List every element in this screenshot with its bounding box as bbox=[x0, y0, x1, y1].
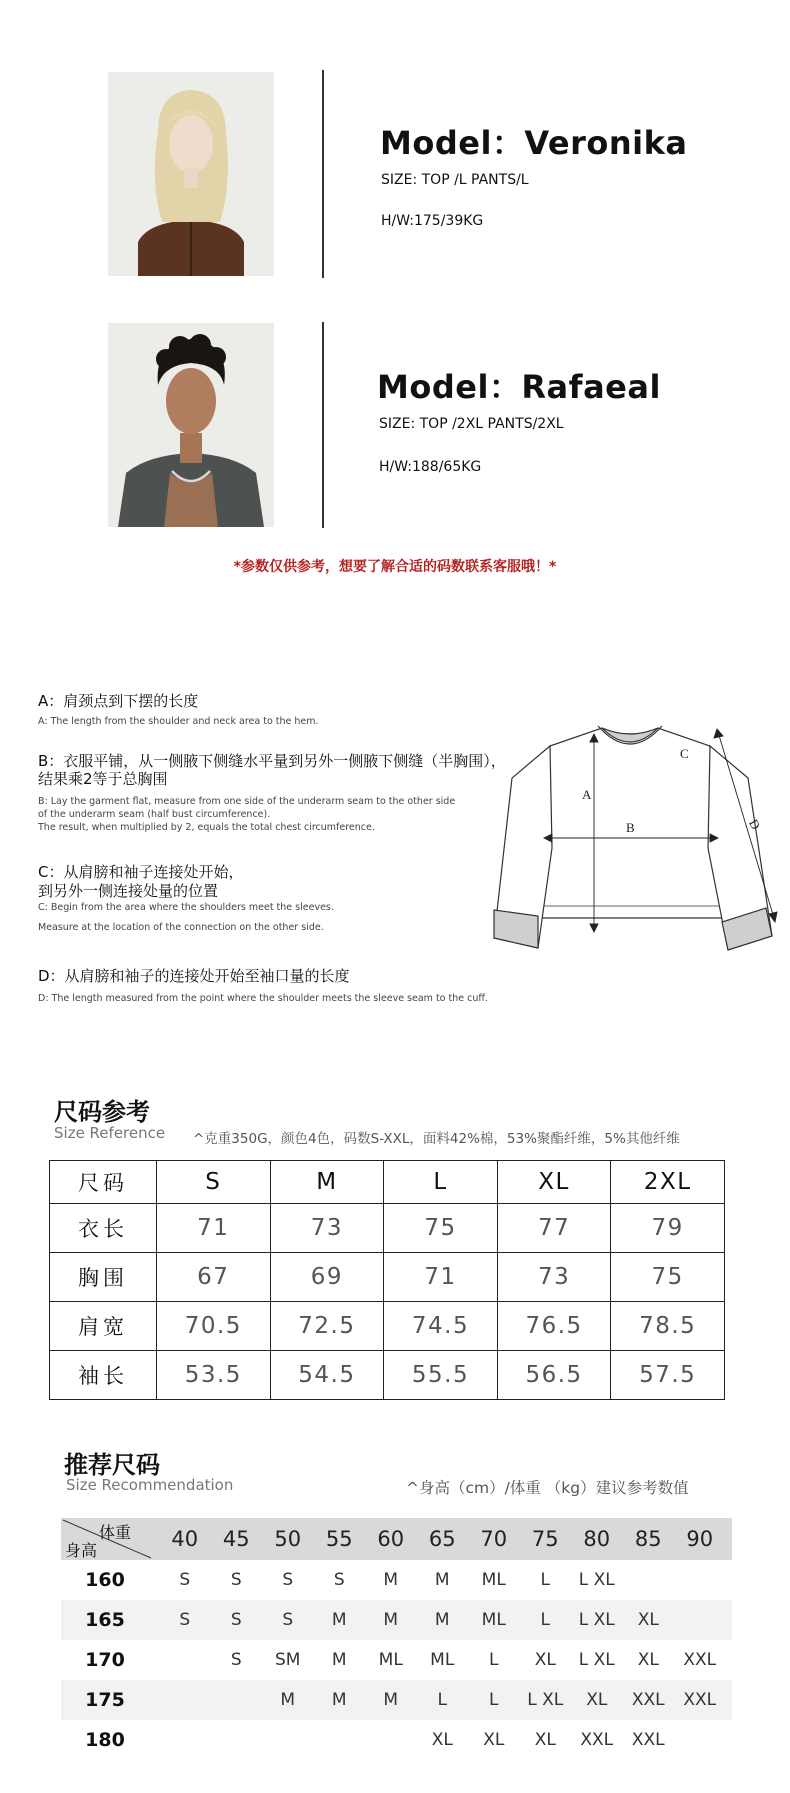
recommendation-row bbox=[61, 1600, 732, 1640]
size-reference-subtitle: Size Reference bbox=[54, 1124, 166, 1142]
size-value: 75 bbox=[384, 1204, 498, 1253]
recommendation-rows bbox=[61, 1560, 732, 1760]
size-value: 56.5 bbox=[497, 1351, 611, 1400]
recommended-size-cell: S bbox=[282, 1610, 294, 1630]
weight-header-cell: 40 bbox=[171, 1527, 199, 1551]
diagram-label-c: C bbox=[680, 746, 689, 761]
recommended-size-cell: L bbox=[540, 1610, 550, 1630]
recommendation-row bbox=[61, 1640, 732, 1680]
diagram-label-d: D bbox=[745, 816, 764, 833]
recommended-size-cell: XL bbox=[637, 1650, 659, 1670]
weight-header-cell: 45 bbox=[222, 1527, 250, 1551]
weight-header-cell: 65 bbox=[428, 1527, 456, 1551]
recommended-size-cell: ML bbox=[378, 1650, 403, 1670]
recommended-size-cell: L XL bbox=[578, 1570, 615, 1590]
weight-header-cell: 55 bbox=[325, 1527, 353, 1551]
size-value: 71 bbox=[384, 1253, 498, 1302]
recommended-size-cell bbox=[365, 1720, 417, 1760]
recommended-size-cell: XXL bbox=[683, 1690, 717, 1710]
recommended-size-cell: S bbox=[282, 1570, 294, 1590]
weight-header-cell: 85 bbox=[634, 1527, 662, 1551]
recommended-size-cell: XXL bbox=[631, 1730, 665, 1750]
weight-header-cell: 60 bbox=[377, 1527, 405, 1551]
recommended-size-cell bbox=[211, 1720, 263, 1760]
divider-line bbox=[322, 322, 324, 528]
height-label: 175 bbox=[85, 1689, 125, 1711]
guide-b-desc-2: of the underarm seam (half bust circumference). bbox=[38, 809, 271, 820]
recommended-size-cell: S bbox=[230, 1570, 242, 1590]
height-label: 160 bbox=[85, 1569, 125, 1591]
weight-header-cell: 80 bbox=[583, 1527, 611, 1551]
recommended-size-cell: M bbox=[331, 1610, 347, 1630]
recommended-size-cell: M bbox=[383, 1610, 399, 1630]
recommended-size-cell: ML bbox=[481, 1610, 506, 1630]
size-header-m: M bbox=[270, 1161, 384, 1204]
size-value: 76.5 bbox=[497, 1302, 611, 1351]
size-header-xl: XL bbox=[497, 1161, 611, 1204]
recommended-size-cell: M bbox=[383, 1570, 399, 1590]
recommended-size-cell bbox=[674, 1720, 726, 1760]
recommended-size-cell: XXL bbox=[580, 1730, 614, 1750]
size-reference-title: 尺码参考 bbox=[54, 1098, 150, 1126]
size-row-shoulder bbox=[50, 1302, 725, 1351]
recommended-size-cell: XL bbox=[534, 1730, 556, 1750]
guide-c-desc: C: Begin from the area where the shoulders meet the sleeves. bbox=[38, 902, 334, 913]
size-value: 57.5 bbox=[611, 1351, 725, 1400]
model-name: Model：Rafaeal bbox=[377, 368, 661, 406]
row-label: 肩宽 bbox=[50, 1302, 157, 1351]
recommended-size-cell bbox=[262, 1720, 314, 1760]
size-value: 55.5 bbox=[384, 1351, 498, 1400]
recommended-size-cell: XXL bbox=[631, 1690, 665, 1710]
size-value: 73 bbox=[497, 1253, 611, 1302]
recommended-size-cell bbox=[159, 1680, 211, 1720]
size-header-s: S bbox=[157, 1161, 271, 1204]
size-value: 79 bbox=[611, 1204, 725, 1253]
recommended-size-cell bbox=[314, 1720, 366, 1760]
recommended-size-cell: L bbox=[489, 1690, 499, 1710]
recommendation-header bbox=[61, 1518, 732, 1560]
model-size: SIZE: TOP /L PANTS/L bbox=[381, 172, 529, 188]
model-photo-rafaeal bbox=[108, 323, 274, 527]
size-value: 74.5 bbox=[384, 1302, 498, 1351]
size-reference-table bbox=[49, 1160, 725, 1400]
recommendation-row bbox=[61, 1680, 732, 1720]
recommended-size-cell bbox=[623, 1560, 675, 1600]
guide-b-title: B：衣服平铺，从一侧腋下侧缝水平量到另外一侧腋下侧缝（半胸围）， bbox=[38, 752, 506, 770]
recommended-size-cell: M bbox=[280, 1690, 296, 1710]
guide-b-title-2: 结果乘2等于总胸围 bbox=[38, 770, 168, 788]
guide-b-desc-3: The result, when multiplied by 2, equals the total chest circumference. bbox=[38, 822, 375, 833]
size-value: 72.5 bbox=[270, 1302, 384, 1351]
guide-a-desc: A: The length from the shoulder and neck area to the hem. bbox=[38, 716, 319, 727]
recommended-size-cell bbox=[211, 1680, 263, 1720]
recommended-size-cell: S bbox=[230, 1650, 242, 1670]
recommended-size-cell: XL bbox=[586, 1690, 608, 1710]
recommended-size-cell: M bbox=[331, 1650, 347, 1670]
size-row-sleeve bbox=[50, 1351, 725, 1400]
row-label: 衣长 bbox=[50, 1204, 157, 1253]
size-value: 70.5 bbox=[157, 1302, 271, 1351]
recommended-size-cell bbox=[674, 1600, 726, 1640]
height-label: 180 bbox=[85, 1729, 125, 1751]
row-label: 袖长 bbox=[50, 1351, 157, 1400]
size-header-l: L bbox=[384, 1161, 498, 1204]
size-value: 69 bbox=[270, 1253, 384, 1302]
recommended-size-cell: S bbox=[230, 1610, 242, 1630]
guide-c-title: C：从肩膀和袖子连接处开始， bbox=[38, 863, 244, 881]
model-photo-male-icon bbox=[108, 323, 274, 527]
recommendation-row bbox=[61, 1560, 732, 1600]
recommended-size-cell: L XL bbox=[578, 1610, 615, 1630]
model-photo-veronika bbox=[108, 72, 274, 276]
recommended-size-cell bbox=[674, 1560, 726, 1600]
size-header-label: 尺码 bbox=[50, 1161, 157, 1204]
diagram-label-a: A bbox=[582, 787, 592, 802]
size-reference-note: ^克重350G，颜色4色，码数S-XXL，面料42%棉，53%聚酯纤维，5%其他纤维 bbox=[193, 1131, 680, 1147]
guide-a-title: A：肩颈点到下摆的长度 bbox=[38, 692, 199, 710]
recommended-size-cell: XL bbox=[431, 1730, 453, 1750]
guide-d-desc: D: The length measured from the point where the shoulder meets the sleeve seam to the cuff. bbox=[38, 993, 488, 1004]
row-label: 胸围 bbox=[50, 1253, 157, 1302]
guide-c-title-2: 到另外一侧连接处量的位置 bbox=[38, 882, 219, 900]
model-height-weight: H/W:188/65KG bbox=[379, 459, 482, 475]
size-header-2xl: 2XL bbox=[611, 1161, 725, 1204]
size-value: 75 bbox=[611, 1253, 725, 1302]
height-label: 170 bbox=[85, 1649, 125, 1671]
recommended-size-cell: ML bbox=[430, 1650, 455, 1670]
sweatshirt-diagram bbox=[490, 718, 780, 958]
recommended-size-cell: L XL bbox=[578, 1650, 615, 1670]
size-value: 73 bbox=[270, 1204, 384, 1253]
model-size: SIZE: TOP /2XL PANTS/2XL bbox=[379, 416, 564, 432]
recommended-size-cell: L bbox=[437, 1690, 447, 1710]
recommended-size-cell: ML bbox=[481, 1570, 506, 1590]
recommended-size-cell: S bbox=[179, 1570, 191, 1590]
size-row-chest bbox=[50, 1253, 725, 1302]
diagram-label-b: B bbox=[626, 820, 635, 835]
size-value: 77 bbox=[497, 1204, 611, 1253]
model-photo-female-icon bbox=[108, 72, 274, 276]
size-notice: *参数仅供参考，想要了解合适的码数联系客服哦！* bbox=[233, 559, 557, 575]
recommendation-table bbox=[61, 1518, 732, 1760]
corner-weight-label: 体重 bbox=[99, 1523, 132, 1542]
recommended-size-cell: M bbox=[383, 1690, 399, 1710]
guide-b-desc: B: Lay the garment flat, measure from one side of the underarm seam to the other side bbox=[38, 796, 456, 807]
recommendation-subtitle: Size Recommendation bbox=[66, 1476, 234, 1494]
recommended-size-cell: S bbox=[333, 1570, 345, 1590]
size-table-header bbox=[50, 1161, 725, 1204]
recommended-size-cell: M bbox=[434, 1610, 450, 1630]
weight-header-cell: 90 bbox=[686, 1527, 714, 1551]
weight-header-cell: 70 bbox=[480, 1527, 508, 1551]
recommended-size-cell: XXL bbox=[683, 1650, 717, 1670]
recommendation-title: 推荐尺码 bbox=[64, 1451, 160, 1479]
recommended-size-cell: XL bbox=[534, 1650, 556, 1670]
recommendation-row bbox=[61, 1720, 732, 1760]
recommended-size-cell: L bbox=[540, 1570, 550, 1590]
recommended-size-cell bbox=[159, 1640, 211, 1680]
size-value: 78.5 bbox=[611, 1302, 725, 1351]
model-height-weight: H/W:175/39KG bbox=[381, 213, 484, 229]
recommended-size-cell bbox=[159, 1720, 211, 1760]
guide-d-title: D：从肩膀和袖子的连接处开始至袖口量的长度 bbox=[38, 967, 350, 985]
weight-header-cell: 50 bbox=[274, 1527, 302, 1551]
weight-header-cell: 75 bbox=[531, 1527, 559, 1551]
recommended-size-cell: XL bbox=[483, 1730, 505, 1750]
size-value: 67 bbox=[157, 1253, 271, 1302]
recommended-size-cell: M bbox=[331, 1690, 347, 1710]
recommended-size-cell: L XL bbox=[527, 1690, 564, 1710]
corner-height-label: 身高 bbox=[65, 1541, 98, 1560]
recommended-size-cell: SM bbox=[275, 1650, 301, 1670]
size-row-length bbox=[50, 1204, 725, 1253]
height-label: 165 bbox=[85, 1609, 125, 1631]
recommended-size-cell: L bbox=[489, 1650, 499, 1670]
recommended-size-cell: S bbox=[179, 1610, 191, 1630]
divider-line bbox=[322, 70, 324, 278]
recommended-size-cell: XL bbox=[637, 1610, 659, 1630]
size-value: 71 bbox=[157, 1204, 271, 1253]
size-value: 53.5 bbox=[157, 1351, 271, 1400]
size-value: 54.5 bbox=[270, 1351, 384, 1400]
recommended-size-cell: M bbox=[434, 1570, 450, 1590]
recommendation-note: ^身高（cm）/体重 （kg）建议参考数值 bbox=[406, 1479, 689, 1497]
guide-c-desc-2: Measure at the location of the connection on the other side. bbox=[38, 922, 324, 933]
model-name: Model：Veronika bbox=[380, 124, 688, 162]
